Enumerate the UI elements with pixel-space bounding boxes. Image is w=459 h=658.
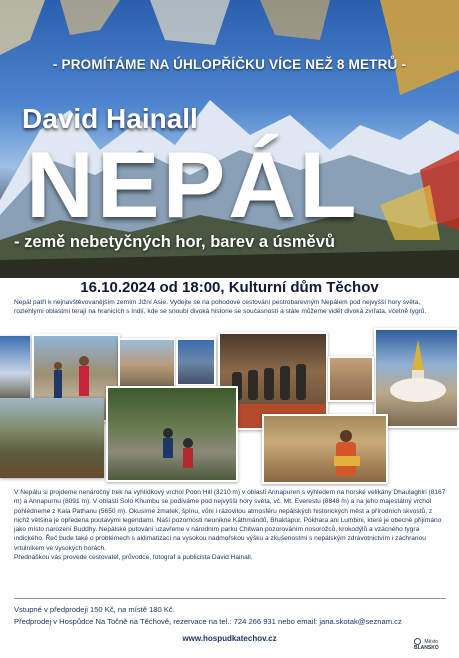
event-date-venue: 16.10.2024 od 18:00, Kulturní dům Těchov (80, 279, 379, 296)
presenter-note: Přednáškou vás provede cestovatel, průvodce, fotograf a publicista David Hainall. (14, 554, 253, 562)
logo-line1: Město (424, 638, 439, 645)
photo-trekkers-forest (106, 386, 238, 482)
photo-valley (0, 398, 104, 478)
photo-village (118, 338, 176, 388)
poster-subtitle: - země nebetyčných hor, barev a úsměvů (14, 233, 335, 251)
blansko-logo (414, 638, 454, 654)
poster-title: NEPÁL (26, 132, 360, 237)
photo-temple-blue (176, 338, 216, 386)
tagline: - PROMÍTÁME NA ÚHLOPŘÍČKU VÍCE NEŽ 8 METRŮ - (52, 57, 407, 72)
city-emblem-icon (414, 638, 421, 645)
ticket-presale: Předprodej v Hospůdce Na Točně na Těchově, rezervace na tel.: 724 266 931 nebo email: jana.skotak@seznam.cz (14, 616, 402, 626)
divider (14, 598, 446, 599)
ticket-price: Vstupné v předprodeji 150 Kč, na místě 180 Kč. (14, 605, 175, 614)
ticket-info (14, 604, 434, 627)
presenter-name: David Hainall (22, 103, 198, 134)
photo-house (328, 356, 374, 402)
photo-woman-child (262, 414, 388, 484)
intro-paragraph: Nepál patří k nejnavštěvovanějším zemím Jižní Asie. Vydejte se na pohodové cestování pestrobarevným Nepálem pod nejvyšší hory světa, rozlehlými oblastmi terají na hranicích s Indií, kde se snoubí divoká historie se současností a stále můžeme vidět divoká zvířata, včetně tygrů. (14, 299, 427, 316)
body-text (14, 488, 446, 562)
logo-line2: BLANSKO (414, 645, 439, 651)
hero-banner (0, 0, 459, 278)
photo-stupa (374, 328, 459, 428)
photo-mountain-left (0, 336, 30, 398)
website-link[interactable]: www.hospudkatechov.cz (182, 634, 277, 643)
body-paragraph: V Nepálu si projdeme nenáročný trek na vyhlídkový vrchol Poon Hill (3210 m) v oblasti Annapuren s výhledem na horské velikány Dhaulaghiri (8167 m) a Annapurnu (8091 m). V oblasti Solo Khumbu se podíváme pod nejvyšší hory světa, vč. Mt. Everestu (8848 m) a na jeho majestátný vrchol pohlédneme z Kala Pathanu (5650 m). Okusíme zmatek, špínu, vůni i rázovitou atmosféru nepálských historických měst a přírodních skvostů, z nichž většina je opředena poutavými legendami. Naší pozornosti neunikne Káthmándů, Bhaktapur, Pókhara ani Lumbini, které je obecně přijímáno jako místo narození Buddhy. Nepálské putování uzavřeme v národním parku Chitwan pozorováním nosorožců, krokodýlů a vzácného tygra indického. Řeč bude také o problémech s aklimatizací na vysokou nadmořskou výšku a zkušenostmi s nepálským zdravotnictvím i záchranou vrtulníkem ve vysokých horách. (14, 489, 446, 552)
